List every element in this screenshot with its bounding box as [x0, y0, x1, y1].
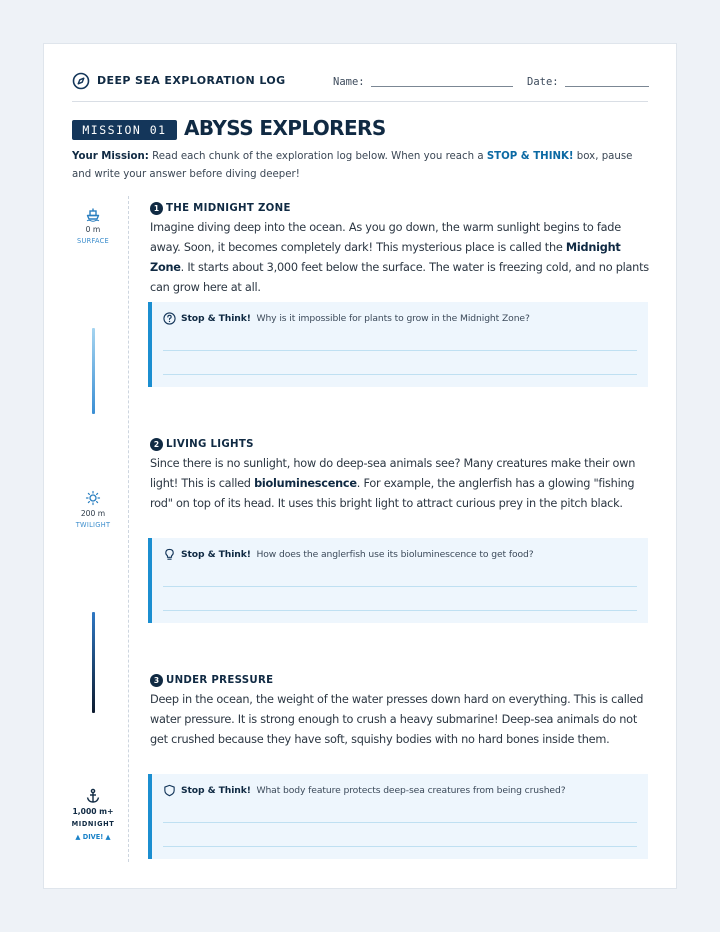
stop-think-question: Stop & Think! What body feature protects deep-sea creatures from being crushed? [181, 785, 566, 796]
depth-gradient-bar [92, 612, 95, 713]
stop-think-box [148, 302, 648, 387]
depth-marker-surface [71, 206, 115, 245]
stop-think-question: Stop & Think! Why is it impossible for plants to grow in the Midnight Zone? [181, 313, 530, 324]
mission-lead: Your Mission: [72, 151, 149, 162]
mission-badge: MISSION 01 [72, 120, 177, 140]
section-number: 1 [150, 202, 163, 215]
log-title: DEEP SEA EXPLORATION LOG [97, 74, 286, 87]
depth-gradient-bar [92, 328, 95, 414]
depth-rail [128, 196, 129, 862]
stop-think-box [148, 774, 648, 859]
anchor-icon [85, 788, 101, 804]
dive-label: ▲ DIVE! ▲ [75, 833, 111, 841]
answer-line[interactable] [163, 374, 637, 375]
depth-meters: 0 m [85, 225, 101, 234]
section-midnight-zone [150, 198, 650, 298]
lightbulb-icon [163, 548, 176, 561]
mission-text-before: Read each chunk of the exploration log below. When you reach a [148, 151, 487, 162]
answer-line[interactable] [163, 610, 637, 611]
answer-line[interactable] [163, 846, 637, 847]
mission-text-after: box, pause and write your answer before diving deeper! [72, 151, 633, 180]
section-number: 2 [150, 438, 163, 451]
stop-think-highlight: STOP & THINK! [486, 151, 574, 162]
depth-meters: 200 m [80, 509, 106, 518]
mission-instructions [72, 148, 642, 184]
section-number: 3 [150, 674, 163, 687]
answer-line[interactable] [163, 586, 637, 587]
depth-zone: TWILIGHT [75, 521, 111, 529]
date-label: Date: [527, 76, 559, 88]
stop-think-box [148, 538, 648, 623]
section-under-pressure [150, 670, 650, 750]
depth-zone: SURFACE [76, 237, 110, 245]
sun-icon [85, 490, 101, 506]
compass-icon [72, 72, 90, 90]
date-field[interactable] [565, 86, 649, 87]
section-text: Deep in the ocean, the weight of the water presses down hard on everything. This is called water pressure. It is strong enough to crush a heavy submarine! Deep-sea animals do not get crushed because they have soft, squishy bodies with no hard bones inside them. [150, 693, 644, 746]
depth-zone: MIDNIGHT [71, 820, 115, 828]
section-text: Imagine diving deep into the ocean. As you go down, the warm sunlight begins to fade away. Soon, it becomes completely dark! This mysterious place is called the Midnight Zone. It starts about 3,000 feet below the surface. The water is freezing cold, and no plants can grow here at all. [150, 221, 649, 294]
depth-marker-midnight [71, 788, 115, 841]
depth-meters: 1,000 m+ [72, 807, 114, 816]
section-living-lights [150, 434, 650, 514]
section-title: UNDER PRESSURE [166, 675, 274, 686]
name-label: Name: [333, 76, 365, 88]
worksheet-header [72, 72, 648, 102]
section-title: LIVING LIGHTS [166, 439, 254, 450]
mission-title: ABYSS EXPLORERS [184, 116, 386, 140]
section-text: Since there is no sunlight, how do deep-sea animals see? Many creatures make their own light! This is called bioluminescence. For example, the anglerfish has a glowing "fishing rod" on top of its head. It uses this bright light to attract curious prey in the pitch black. [150, 457, 636, 510]
name-field[interactable] [371, 86, 513, 87]
answer-line[interactable] [163, 350, 637, 351]
depth-marker-twilight [71, 490, 115, 529]
shield-icon [163, 784, 176, 797]
stop-think-question: Stop & Think! How does the anglerfish use its bioluminescence to get food? [181, 549, 534, 560]
section-title: THE MIDNIGHT ZONE [166, 203, 291, 214]
ship-icon [85, 206, 101, 222]
worksheet-page [43, 43, 677, 889]
answer-line[interactable] [163, 822, 637, 823]
question-circle-icon [163, 312, 176, 325]
